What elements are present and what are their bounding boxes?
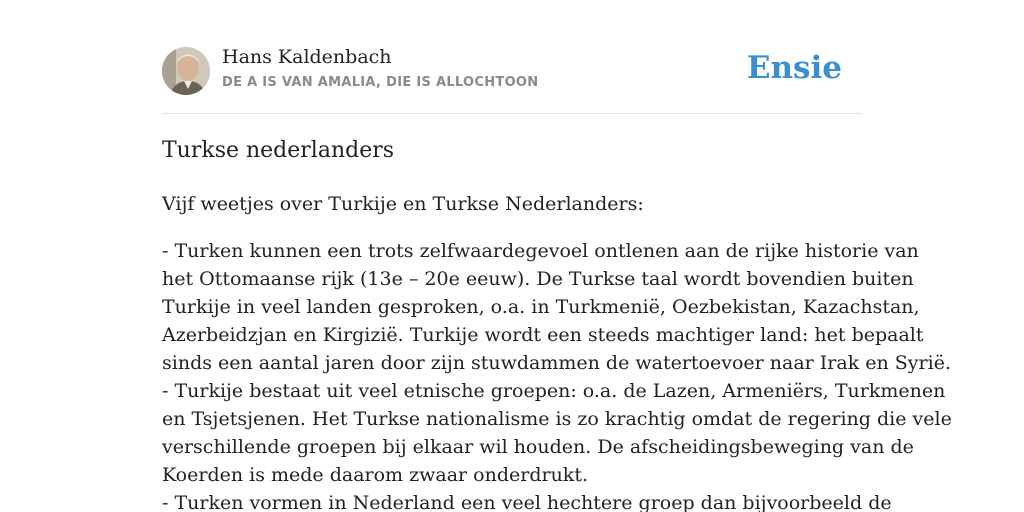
body-line: - Turkije bestaat uit veel etnische groepen: o.a. de Lazen, Armeniërs, Turkmenen [162,380,946,402]
body-line: Azerbeidzjan en Kirgizië. Turkije wordt een steeds machtiger land: het bepaalt [162,324,924,346]
author-photo-icon [162,47,210,95]
body-line: verschillende groepen bij elkaar wil houden. De afscheidingsbeweging van de [162,436,914,458]
author-header [162,46,862,96]
article-title: Turkse nederlanders [162,138,395,163]
author-avatar[interactable] [162,47,210,95]
article-intro: Vijf weetjes over Turkije en Turkse Nederlanders: [162,193,644,215]
body-line: - Turken kunnen een trots zelfwaardegevoel ontlenen aan de rijke historie van [162,240,919,262]
author-subtitle: DE A IS VAN AMALIA, DIE IS ALLOCHTOON [222,75,539,90]
body-line: het Ottomaanse rijk (13e – 20e eeuw). De Turkse taal wordt bovendien buiten [162,268,914,290]
body-line: Koerden is mede daarom zwaar onderdrukt. [162,464,588,486]
article-body [162,190,952,512]
body-line: Turkije in veel landen gesproken, o.a. in Turkmenië, Oezbekistan, Kazachstan, [162,296,920,318]
body-line: en Tsjetsjenen. Het Turkse nationalisme is zo krachtig omdat de regering die vele [162,408,952,430]
body-line: - Turken vormen in Nederland een veel hechtere groep dan bijvoorbeeld de [162,492,892,512]
header-divider [162,113,862,114]
article-paragraph [162,237,952,512]
ensie-logo-link[interactable]: Ensie [746,50,842,86]
body-line: sinds een aantal jaren door zijn stuwdammen de watertoevoer naar Irak en Syrië. [162,352,951,374]
author-name[interactable]: Hans Kaldenbach [222,46,392,68]
